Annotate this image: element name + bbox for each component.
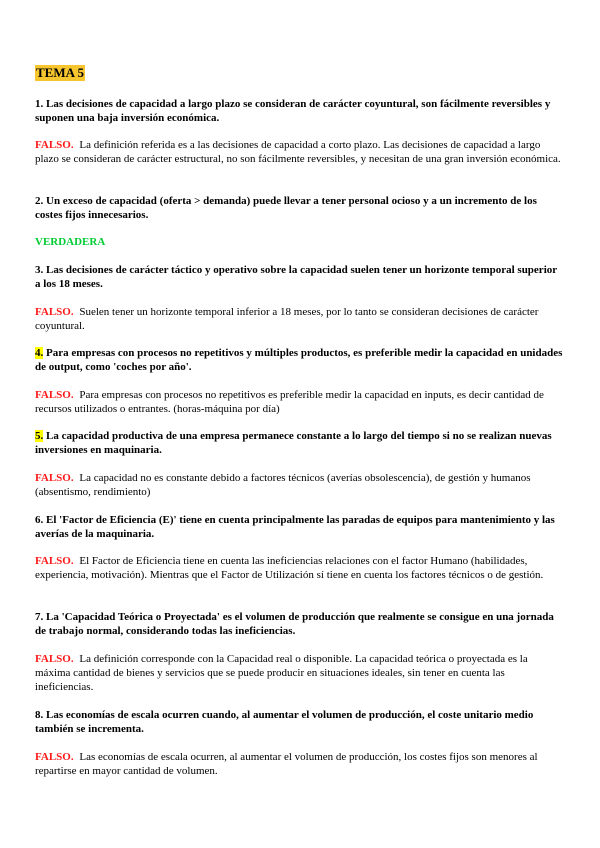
question-2 [35, 194, 565, 222]
answer-text: El Factor de Eficiencia tiene en cuenta las ineficiencias relaciones con el factor Humano (habilidades, experiencia, motivación). Mientras que el Factor de Utilización sí tiene en cuenta los factores técnicos o de gestión. [35, 555, 544, 581]
verdict-label: VERDADERA [35, 236, 106, 248]
question-number: 1. [35, 98, 44, 110]
question-number: 4. [35, 347, 44, 359]
answer-text: Suelen tener un horizonte temporal inferior a 18 meses, por lo tanto se consideran decisiones de carácter coyuntural. [35, 306, 539, 332]
answer-1 [35, 138, 565, 166]
question-number: 8. [35, 709, 44, 721]
question-text: El 'Factor de Eficiencia (E)' tiene en cuenta principalmente las paradas de equipos para mantenimiento y las averías de la maquinaria. [35, 514, 555, 540]
verdict-label: FALSO. [35, 555, 74, 567]
answer-text: Las economías de escala ocurren, al aumentar el volumen de producción, los costes fijos son menores al repartirse en mayor cantidad de volumen. [35, 751, 538, 777]
verdict-label: FALSO. [35, 653, 74, 665]
answer-4 [35, 388, 565, 416]
page-title: TEMA 5 [36, 65, 85, 80]
question-text: Las economías de escala ocurren cuando, al aumentar el volumen de producción, el coste unitario medio también se incrementa. [35, 709, 534, 735]
verdict-label: FALSO. [35, 751, 74, 763]
verdict-label: FALSO. [35, 472, 74, 484]
question-text: La capacidad productiva de una empresa permanece constante a lo largo del tiempo si no se realizan nuevas inversiones en maquinaria. [35, 430, 552, 456]
verdict-label: FALSO. [35, 139, 74, 151]
verdict-label: FALSO. [35, 306, 74, 318]
answer-text: La definición referida es a las decisiones de capacidad a corto plazo. Las decisiones de capacidad a largo plazo se consideran de carácter estructural, no son fácilmente reversibles, y necesitan de una gran inversión económica. [35, 139, 561, 165]
answer-text: La capacidad no es constante debido a factores técnicos (averías obsolescencia), de gestión y humanos (absentismo, rendimiento) [35, 472, 531, 498]
question-5 [35, 429, 565, 457]
question-text: Las decisiones de capacidad a largo plazo se consideran de carácter coyuntural, son fácilmente reversibles y suponen una baja inversión económica. [35, 98, 551, 124]
question-1 [35, 97, 565, 125]
answer-8 [35, 750, 565, 778]
question-text: Un exceso de capacidad (oferta > demanda) puede llevar a tener personal ocioso y a un incremento de los costes fijos innecesarios. [35, 195, 537, 221]
question-text: La 'Capacidad Teórica o Proyectada' es el volumen de producción que realmente se consigue en una jornada de trabajo normal, considerando todas las ineficiencias. [35, 611, 554, 637]
question-3 [35, 263, 565, 291]
question-text: Las decisiones de carácter táctico y operativo sobre la capacidad suelen tener un horizonte temporal superior a los 18 meses. [35, 264, 557, 290]
verdict-label: FALSO. [35, 389, 74, 401]
answer-text: Para empresas con procesos no repetitivos es preferible medir la capacidad en inputs, es decir cantidad de recursos utilizados o entrantes. (horas-máquina por día) [35, 389, 544, 415]
answer-text: La definición corresponde con la Capacidad real o disponible. La capacidad teórica o proyectada es la máxima cantidad de bienes y servicios que se puede producir en situaciones ideales, sin tener en cuenta las ineficiencias. [35, 653, 528, 693]
question-number: 7. [35, 611, 44, 623]
answer-6 [35, 554, 565, 582]
question-8 [35, 708, 565, 736]
answer-2 [35, 235, 565, 249]
answer-5 [35, 471, 565, 499]
question-number: 3. [35, 264, 44, 276]
question-number: 6. [35, 514, 44, 526]
answer-3 [35, 305, 565, 333]
question-text: Para empresas con procesos no repetitivos y múltiples productos, es preferible medir la capacidad en unidades de output, como 'coches por año'. [35, 347, 563, 373]
question-number: 5. [35, 430, 44, 442]
question-4 [35, 346, 565, 374]
question-7 [35, 610, 565, 638]
question-6 [35, 513, 565, 541]
question-number: 2. [35, 195, 44, 207]
answer-7 [35, 652, 565, 694]
